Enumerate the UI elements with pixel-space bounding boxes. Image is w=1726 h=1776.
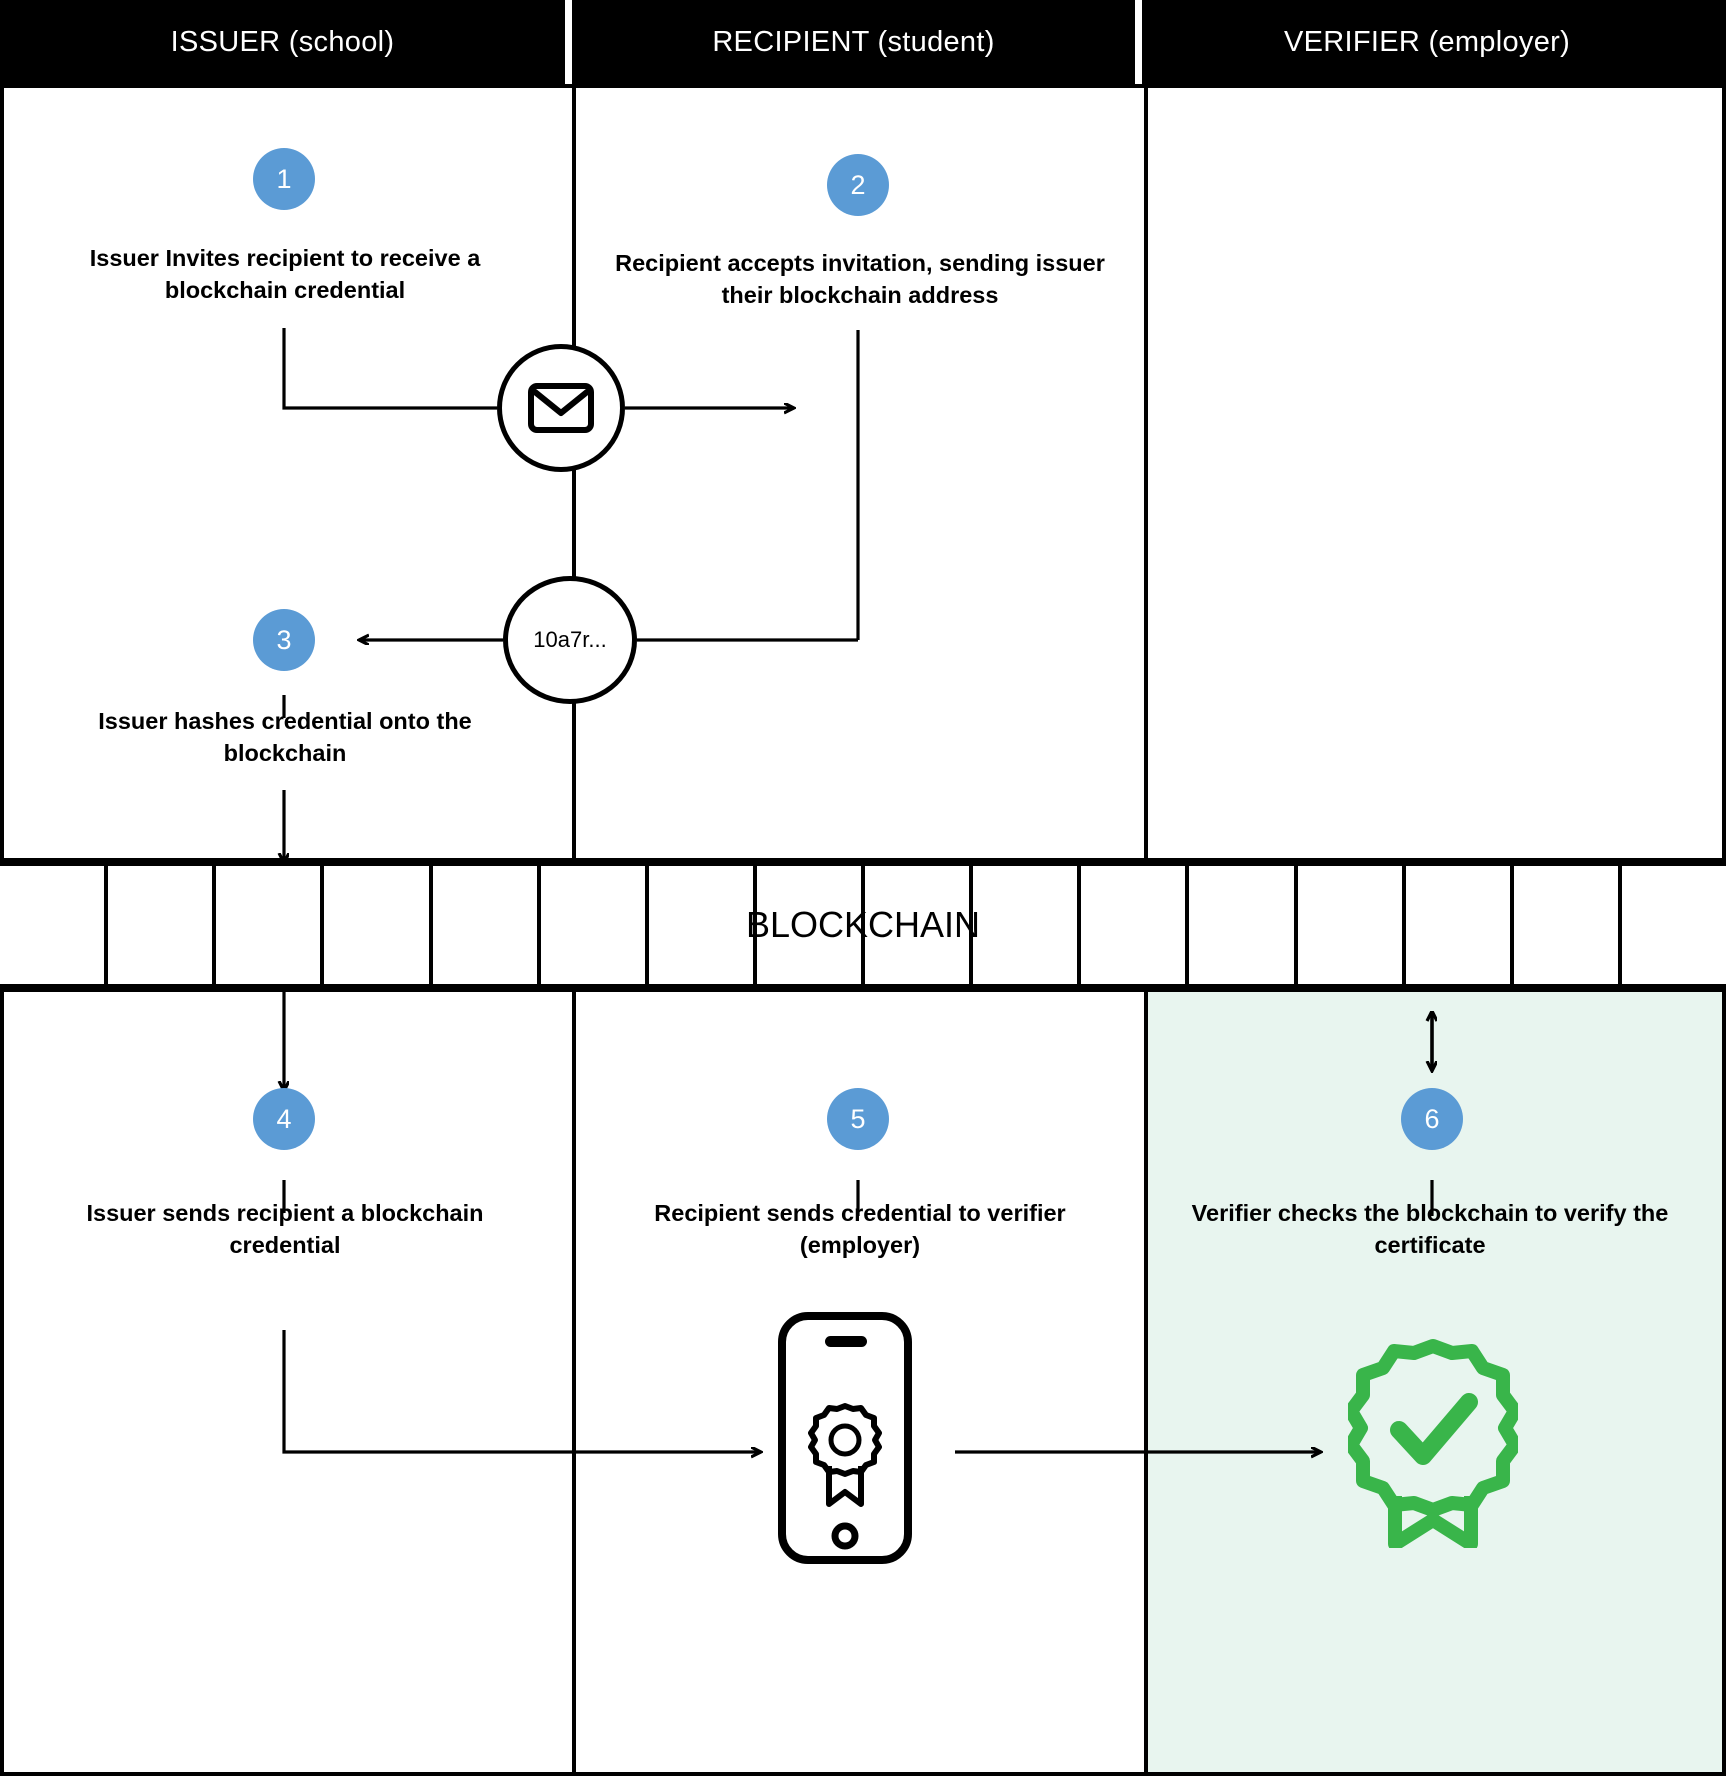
- blockchain-block: [1298, 866, 1406, 984]
- blockchain-block: [1514, 866, 1622, 984]
- verified-badge-glyph: [1348, 1338, 1518, 1548]
- step-caption-3: Issuer hashes credential onto the blockchain: [98, 708, 472, 766]
- lane-panel-verifier-top: [1144, 84, 1726, 862]
- blockchain-block: [0, 866, 108, 984]
- blockchain-block: [433, 866, 541, 984]
- step-badge-5: [827, 1088, 889, 1150]
- blockchain-block: [1622, 866, 1726, 984]
- blockchain-block: [865, 866, 973, 984]
- lane-header-recipient-label: RECIPIENT (student): [712, 25, 995, 58]
- lane-header-verifier-label: VERIFIER (employer): [1283, 25, 1571, 58]
- lane-header-bar: [0, 0, 1726, 84]
- blockchain-block: [108, 866, 216, 984]
- blockchain-address-text: 10a7r...: [533, 627, 607, 652]
- step-badge-3-number: 3: [276, 624, 292, 655]
- lane-header-recipient: [572, 0, 1142, 84]
- phone-glyph: [770, 1308, 920, 1568]
- step-caption-4: Issuer sends recipient a blockchain credential: [86, 1200, 484, 1258]
- blockchain-block: [757, 866, 865, 984]
- step-badge-1: [253, 148, 315, 210]
- blockchain-block: [1406, 866, 1514, 984]
- step-badge-4-number: 4: [276, 1103, 292, 1134]
- step-badge-4: [253, 1088, 315, 1150]
- step-badge-3: [253, 609, 315, 671]
- envelope-icon: [497, 344, 625, 472]
- blockchain-address-bubble: [503, 576, 637, 704]
- step-badge-6: [1401, 1088, 1463, 1150]
- step-badge-2: [827, 154, 889, 216]
- lane-header-verifier: [1142, 0, 1712, 84]
- envelope-glyph: [528, 383, 594, 433]
- blockchain-block: [1081, 866, 1189, 984]
- blockchain-label: BLOCKCHAIN: [745, 904, 981, 945]
- blockchain-block: [541, 866, 649, 984]
- step-badge-5-number: 5: [850, 1103, 866, 1134]
- phone-certificate-icon: [770, 1308, 920, 1568]
- blockchain-block: [973, 866, 1081, 984]
- step-caption-1: Issuer Invites recipient to receive a blockchain credential: [89, 245, 481, 303]
- blockchain-block: [324, 866, 432, 984]
- blockchain-block: [216, 866, 324, 984]
- verified-badge-icon: [1348, 1338, 1518, 1548]
- step-badge-1-number: 1: [276, 163, 292, 194]
- step-badge-2-number: 2: [850, 169, 866, 200]
- step-caption-2: Recipient accepts invitation, sending issuer their blockchain address: [615, 250, 1105, 308]
- step-badge-6-number: 6: [1424, 1103, 1440, 1134]
- lane-header-issuer-label: ISSUER (school): [170, 25, 395, 58]
- step-caption-5: Recipient sends credential to verifier (employer): [654, 1200, 1066, 1258]
- blockchain-strip: [0, 862, 1726, 988]
- blockchain-block: [1189, 866, 1297, 984]
- lane-header-issuer: [0, 0, 572, 84]
- step-caption-6: Verifier checks the blockchain to verify the certificate: [1191, 1200, 1669, 1258]
- blockchain-block: [649, 866, 757, 984]
